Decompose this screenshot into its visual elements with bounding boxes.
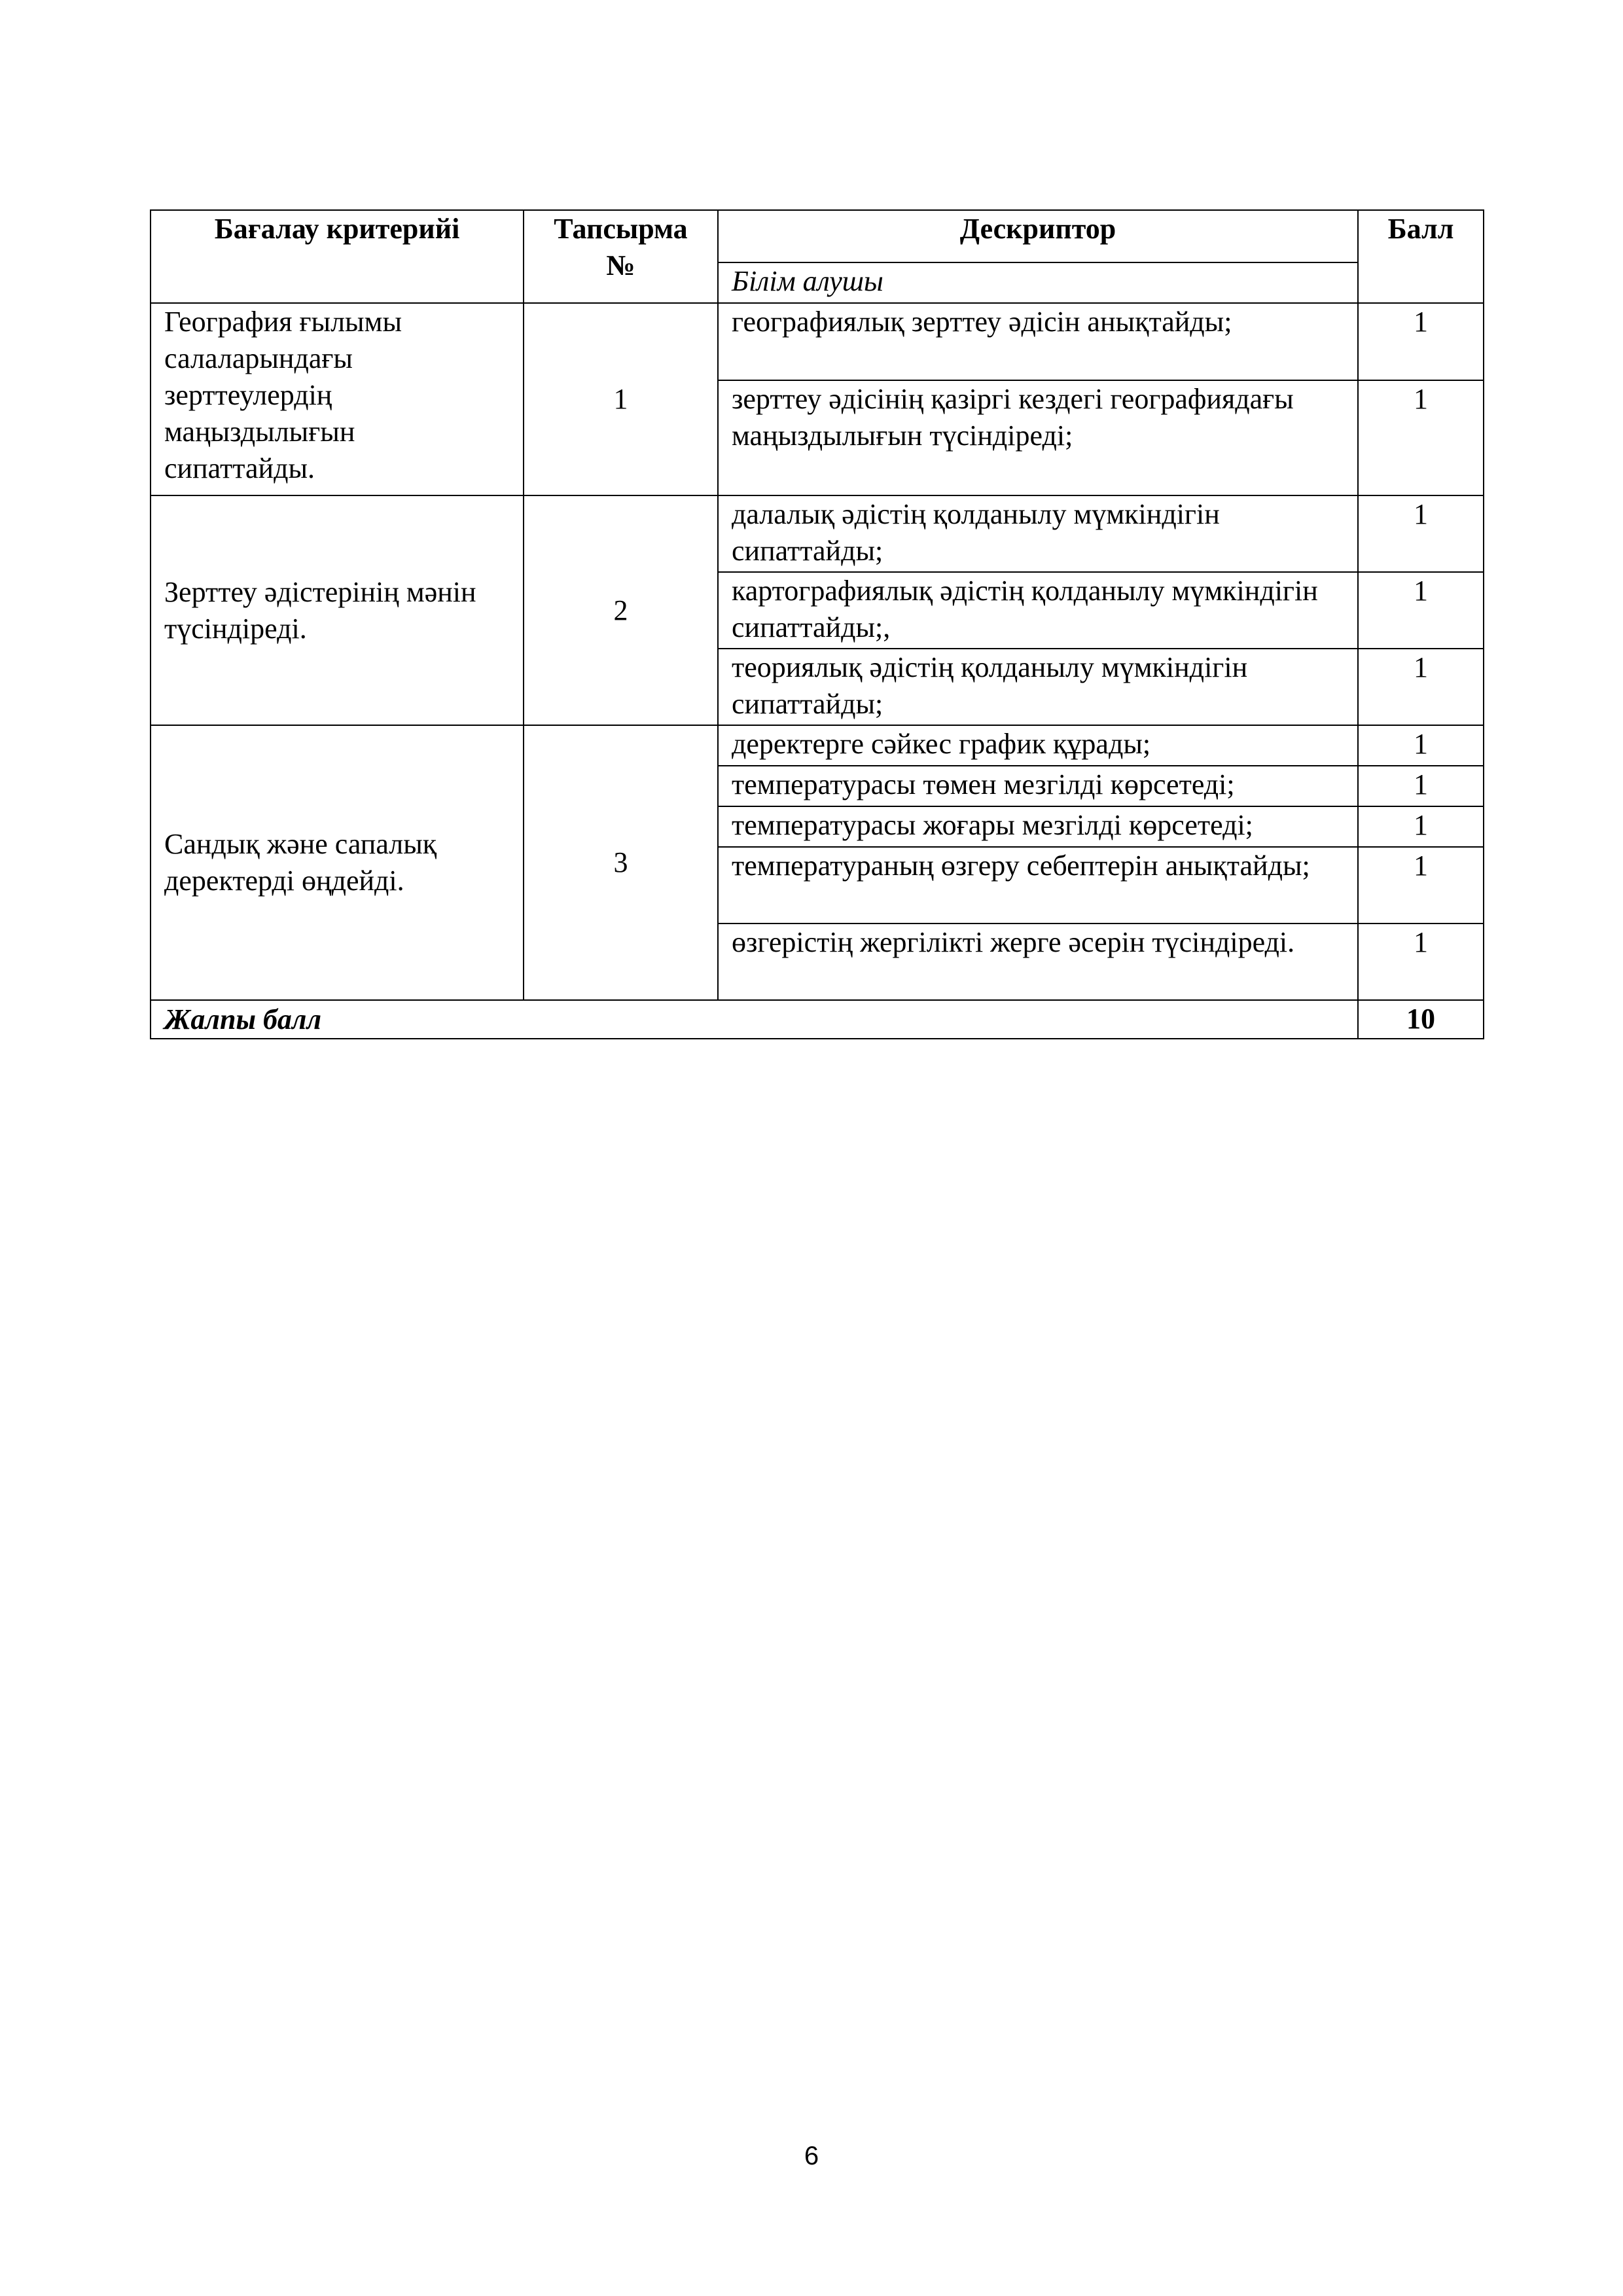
header-descriptor: Дескриптор [718,210,1358,262]
descriptor-cell: теориялық әдістің қолданылу мүмкіндігін сипаттайды; [718,649,1358,725]
task-number-cell: 1 [524,303,718,495]
total-score: 10 [1358,1000,1484,1039]
score-cell: 1 [1358,649,1484,725]
descriptor-cell: температурасы жоғары мезгілді көрсетеді; [718,806,1358,847]
header-score: Балл [1358,210,1484,303]
total-row [151,1000,1484,1039]
criterion-cell: Сандық және сапалық деректерді өңдейді. [151,725,524,1000]
page-number: 6 [804,2142,819,2170]
descriptor-cell: картографиялық әдістің қолданылу мүмкіндігін сипаттайды;, [718,572,1358,649]
table-row [151,495,1484,572]
score-cell: 1 [1358,847,1484,924]
table-row [151,725,1484,766]
task-number-cell: 3 [524,725,718,1000]
score-cell: 1 [1358,303,1484,380]
score-cell: 1 [1358,725,1484,766]
score-cell: 1 [1358,572,1484,649]
descriptor-cell: географиялық зерттеу әдісін анықтайды; [718,303,1358,380]
descriptor-cell: деректерге сәйкес график құрады; [718,725,1358,766]
score-cell: 1 [1358,766,1484,806]
total-label: Жалпы балл [151,1000,1358,1039]
header-criterion: Бағалау критерийі [151,210,524,303]
score-cell: 1 [1358,380,1484,495]
header-task: Тапсырма № [524,210,718,303]
header-descriptor-sub: Білім алушы [718,262,1358,303]
descriptor-cell: далалық әдістің қолданылу мүмкіндігін сипаттайды; [718,495,1358,572]
score-cell: 1 [1358,924,1484,1000]
criterion-cell: География ғылымы салаларындағы зерттеулердің маңыздылығын сипаттайды. [151,303,524,495]
task-number-cell: 2 [524,495,718,725]
descriptor-cell: зерттеу әдісінің қазіргі кездегі географиядағы маңыздылығын түсіндіреді; [718,380,1358,495]
assessment-table [150,209,1484,1039]
table-row [151,303,1484,380]
criterion-cell: Зерттеу әдістерінің мәнін түсіндіреді. [151,495,524,725]
descriptor-cell: температурасы төмен мезгілді көрсетеді; [718,766,1358,806]
descriptor-cell: температураның өзгеру себептерін анықтайды; [718,847,1358,924]
descriptor-cell: өзгерістің жергілікті жерге әсерін түсіндіреді. [718,924,1358,1000]
score-cell: 1 [1358,495,1484,572]
score-cell: 1 [1358,806,1484,847]
